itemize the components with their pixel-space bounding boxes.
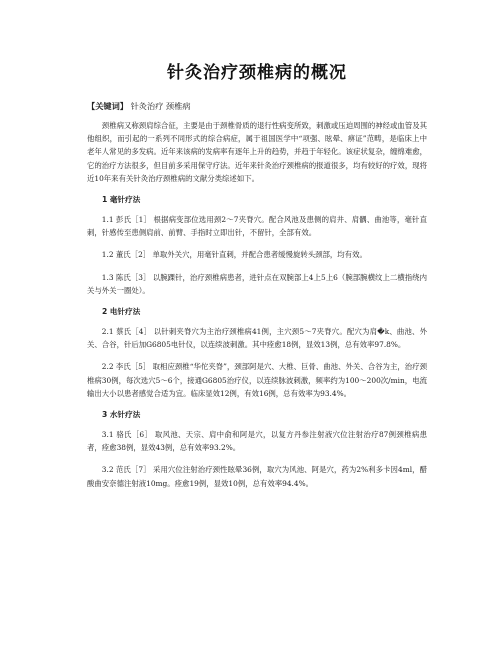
section-1-item-1: 1.1 彭氏［1］ 根据病变部位选用颈2～7夹脊穴。配合风池及患侧的肩井、肩髃、曲池等，毫针直刺，针感传至患侧肩前、前臂、手指时立即出针，不留针，全部有效。 xyxy=(87,215,427,238)
section-2-item-1: 2.1 蔡氏［4］ 以针刺夹脊穴为主治疗颈椎病41例，主穴颈5～7夹脊穴。配穴为肩�k、曲池、外关、合谷，针后加G6805电针仪，以连续波刺激。其中痊愈18例，显效13例，总有效率97.8%。 xyxy=(87,327,427,350)
section-1-item-3: 1.3 陈氏［3］ 以腕踝针，治疗颈椎病患者，进针点在双腕部上4上5上6（腕部腕横纹上二横指绕内关与外关一圈处）。 xyxy=(87,272,427,295)
section-3-item-2: 3.2 范氏［7］ 采用穴位注射治疗颈性眩晕36例，取穴为风池、阿是穴，药为2%利多卡因4ml，醋酸曲安奈德注射液10mg。痊愈19例，显效10例，总有效率94.4%。 xyxy=(87,465,427,488)
section-1-item-2: 1.2 董氏［2］ 单取外关穴，用毫针直刺，并配合患者缓慢旋转头颈部，均有效。 xyxy=(101,250,367,260)
section-3-item-1: 3.1 骆氏［6］ 取风池、天宗、肩中俞和阿是穴，以复方丹参注射液穴位注射治疗87例颈椎病患者，痊愈38例，显效43例，总有效率93.2%。 xyxy=(87,430,427,453)
document-page xyxy=(87,58,427,499)
page-title: 针灸治疗颈椎病的概况 xyxy=(167,63,347,83)
section-heading-3: 3 水针疗法 xyxy=(102,410,141,420)
intro-paragraph: 颈椎病又称颈肩综合征，主要是由于颈椎骨质的退行性病变所致，刺激或压迫周围的神经或血管及其他组织，而引起的一系列不同形式的综合病症，属于祖国医学中“项强、眩晕、痹证”范畴，是临床上中老年人常见的多发病。近年来该病的发病率有逐年上升的趋势，并趋于年轻化。该症状复杂，缠绵难愈，它的治疗方法很多，但目前多采用保守疗法。近年来针灸治疗颈椎病的报道很多，均有较好的疗效，现将近10年来有关针灸治疗颈椎病的文献分类综述如下。 xyxy=(87,121,427,183)
section-heading-1: 1 毫针疗法 xyxy=(102,195,141,205)
section-2-item-2: 2.2 李氏［5］ 取相应颈椎“华佗夹脊”，颈部阿是穴、大椎、巨骨、曲池、外关、合谷为主，治疗颈椎病30例，每次选穴5～6个，接通G6805治疗仪，以连续脉波刺激，频率约为100～200次/min，电流输出大小以患者感觉合适为宜。临床显效12例，有效16例，总有效率为93.4%。 xyxy=(87,362,427,398)
keywords-line xyxy=(87,100,427,113)
keywords-label: 【关键词】 xyxy=(87,101,128,111)
keywords-text: 针灸治疗 颈椎病 xyxy=(130,101,191,111)
section-heading-2: 2 电针疗法 xyxy=(102,307,141,317)
